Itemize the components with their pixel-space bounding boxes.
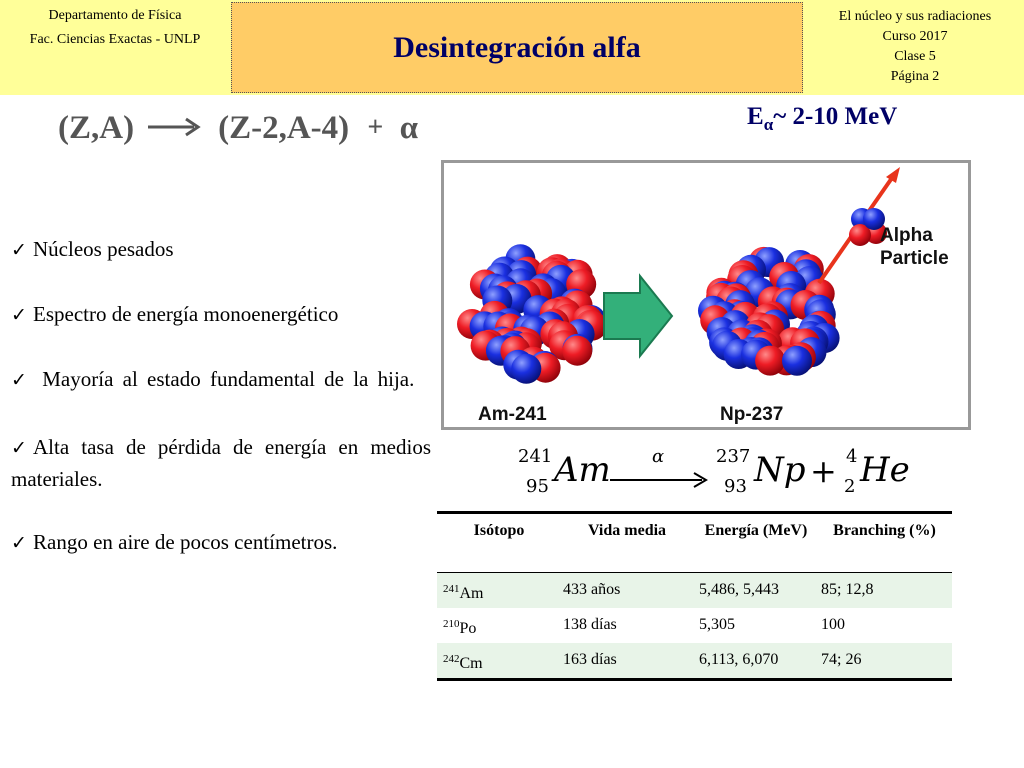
bullet-item [11,364,431,396]
general-reaction [58,108,418,147]
particle-label-line1: Alpha [880,225,933,246]
neutron [511,354,541,384]
particle-label-line2: Particle [880,248,949,269]
page-number: Página 2 [890,69,940,84]
daughter-atomic-number: 93 [724,476,747,497]
energy-symbol: E [747,103,764,130]
checkmark-icon: ✓ [11,533,27,554]
bullet-item [11,527,431,559]
title-box [231,2,803,93]
energy-cell: 5,305 [695,608,817,643]
bullet-item [11,432,431,494]
neutron [782,346,812,376]
half-life-cell: 163 días [559,643,695,680]
parent-nucleus-label: Am-241 [478,404,547,425]
proton [755,346,785,376]
decay-arrow-icon [604,276,672,356]
isotope-symbol: Cm [459,655,483,672]
faculty-label: Fac. Ciencias Exactas - UNLP [29,32,201,47]
daughter-mass-number: 237 [716,446,751,467]
particle-mass-number: 4 [846,446,858,467]
isotope-symbol: Po [459,620,477,637]
bullet-text: Mayoría al estado fundamental de la hija. [42,367,415,391]
equation-arrow-label: α [652,446,665,467]
reaction-daughter: (Z-2,A-4) [218,109,350,146]
course-year: Curso 2017 [882,29,948,44]
reaction-arrow-icon [148,110,204,147]
header-left [0,0,230,95]
equation-plus: + [810,452,837,490]
half-life-cell: 138 días [559,608,695,643]
slide-header [0,0,1024,95]
isotope-mass: 241 [443,583,460,595]
np237-nucleus [698,247,840,376]
am241-nucleus [457,244,607,384]
isotope-symbol: Am [459,585,484,602]
col-header-energy: Energía (MeV) [695,513,817,573]
branching-cell: 85; 12,8 [817,573,952,609]
parent-mass-number: 241 [518,446,553,467]
reaction-plus: + [367,112,384,144]
bullet-item [11,299,431,331]
isotope-cell [437,608,559,643]
energy-range: ~ 2-10 MeV [773,103,898,130]
bullet-item [11,234,431,266]
col-header-half-life: Vida media [559,513,695,573]
reaction-alpha: α [399,109,419,146]
course-name: El núcleo y sus radiaciones [838,9,992,24]
decay-illustration [441,160,971,430]
department-label: Departamento de Física [48,8,182,23]
bullet-text: Núcleos pesados [33,237,174,261]
header-right [806,0,1024,95]
checkmark-icon: ✓ [11,438,27,459]
reaction-parent: (Z,A) [58,109,135,146]
energy-cell: 6,113, 6,070 [695,643,817,680]
branching-cell: 74; 26 [817,643,952,680]
isotope-table [437,511,952,681]
decay-diagram [444,163,968,427]
alpha-energy [747,103,897,135]
slide-title: Desintegración alfa [393,30,641,64]
isotope-mass: 242 [443,653,460,665]
table-header-row [437,513,952,573]
isotope-cell [437,643,559,680]
isotope-mass: 210 [443,618,460,630]
checkmark-icon: ✓ [11,370,27,391]
decay-equation [506,440,926,510]
class-number: Clase 5 [894,49,936,64]
isotope-cell [437,573,559,609]
half-life-cell: 433 años [559,573,695,609]
table-row [437,573,952,609]
daughter-symbol: Np [754,450,806,490]
bullet-text: Alta tasa de pérdida de energía en medios materiales. [11,435,431,491]
table-row [437,643,952,680]
parent-symbol: Am [554,450,611,490]
branching-cell: 100 [817,608,952,643]
proton [562,336,592,366]
table-row [437,608,952,643]
particle-atomic-number: 2 [844,476,856,497]
equation-arrow-icon [610,470,710,494]
col-header-branching: Branching (%) [817,513,952,573]
parent-atomic-number: 95 [526,476,549,497]
col-header-isotope: Isótopo [437,513,559,573]
bullet-list [11,234,431,592]
energy-subscript: α [763,115,774,134]
daughter-nucleus-label: Np-237 [720,404,784,425]
checkmark-icon: ✓ [11,240,27,261]
energy-cell: 5,486, 5,443 [695,573,817,609]
bullet-text: Rango en aire de pocos centímetros. [33,530,338,554]
checkmark-icon: ✓ [11,305,27,326]
particle-symbol: He [860,450,910,490]
bullet-text: Espectro de energía monoenergético [33,302,339,326]
